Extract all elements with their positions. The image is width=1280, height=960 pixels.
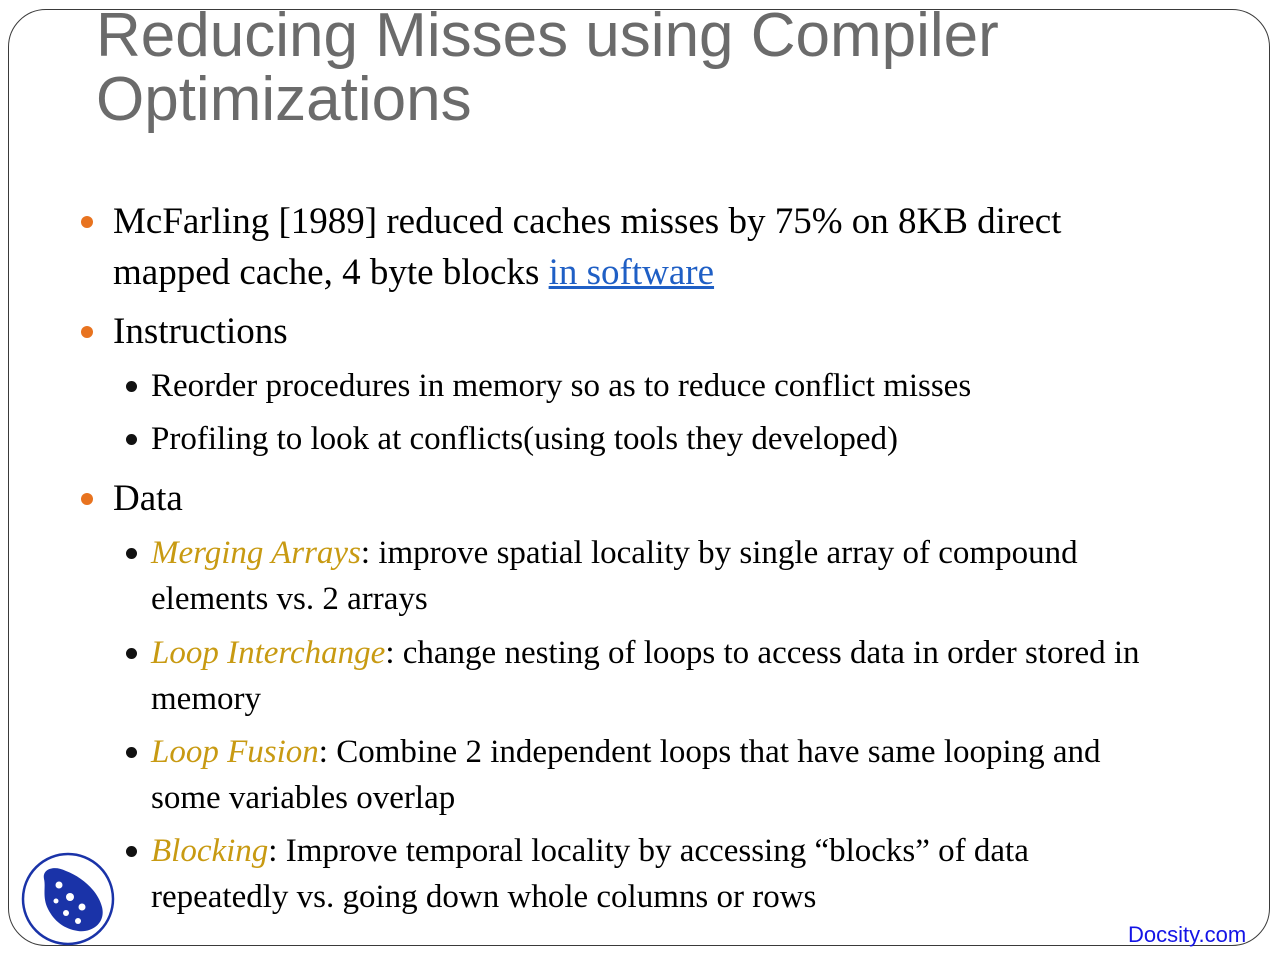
merging-arrays-term: Merging Arrays bbox=[151, 535, 361, 571]
black-dot-icon bbox=[126, 434, 137, 445]
docsity-logo-icon bbox=[20, 851, 116, 947]
loop-interchange-line2: memory bbox=[151, 681, 261, 717]
sub-bullet-reorder bbox=[151, 363, 1266, 409]
loop-fusion-line1 bbox=[151, 729, 1266, 775]
sub-bullet-profiling-text: Profiling to look at conflicts(using tools they developed) bbox=[151, 421, 898, 457]
bullet-mcfarling bbox=[113, 196, 1193, 298]
blocking-term: Blocking bbox=[151, 833, 269, 869]
orange-dot-icon bbox=[81, 216, 93, 228]
merging-arrays-line1 bbox=[151, 530, 1266, 576]
slide-title-line1: Reducing Misses using Compiler bbox=[96, 1, 999, 70]
black-dot-icon bbox=[126, 648, 137, 659]
blocking-line1 bbox=[151, 828, 1266, 874]
black-dot-icon bbox=[126, 381, 137, 392]
sub-bullet-blocking bbox=[151, 828, 1266, 920]
sub-bullet-reorder-text: Reorder procedures in memory so as to reduce conflict misses bbox=[151, 368, 972, 404]
loop-fusion-term: Loop Fusion bbox=[151, 734, 319, 770]
loop-interchange-line1 bbox=[151, 630, 1266, 676]
orange-dot-icon bbox=[81, 493, 93, 505]
blocking-desc: : Improve temporal locality by accessing “blocks” of data bbox=[268, 833, 1029, 869]
bullet-data bbox=[113, 473, 1193, 524]
black-dot-icon bbox=[126, 747, 137, 758]
sub-bullet-loop-interchange bbox=[151, 630, 1266, 722]
loop-fusion-desc: : Combine 2 independent loops that have same looping and bbox=[318, 734, 1101, 770]
bullet-mcfarling-text: mapped cache, 4 byte blocks bbox=[113, 252, 549, 293]
docsity-watermark[interactable]: Docsity.com bbox=[1128, 922, 1247, 947]
black-dot-icon bbox=[126, 846, 137, 857]
merging-arrays-line2: elements vs. 2 arrays bbox=[151, 581, 428, 617]
slide-title-line2: Optimizations bbox=[96, 65, 472, 134]
loop-interchange-term: Loop Interchange bbox=[151, 635, 386, 671]
bullet-mcfarling-line2 bbox=[113, 247, 1193, 298]
loop-interchange-desc: : change nesting of loops to access data in order stored in bbox=[385, 635, 1140, 671]
black-dot-icon bbox=[126, 548, 137, 559]
in-software-link[interactable]: in software bbox=[548, 252, 715, 293]
bullet-instructions-label: Instructions bbox=[113, 311, 288, 352]
loop-fusion-line2: some variables overlap bbox=[151, 780, 456, 816]
sub-bullet-merging-arrays bbox=[151, 530, 1266, 622]
bullet-mcfarling-line1: McFarling [1989] reduced caches misses by 75% on 8KB direct bbox=[113, 201, 1062, 242]
bullet-data-label: Data bbox=[113, 478, 183, 519]
sub-bullet-loop-fusion bbox=[151, 729, 1266, 821]
sub-bullet-profiling bbox=[151, 416, 1266, 462]
orange-dot-icon bbox=[81, 326, 93, 338]
bullet-instructions bbox=[113, 306, 1193, 357]
merging-arrays-desc: : improve spatial locality by single array of compound bbox=[360, 535, 1078, 571]
blocking-line2: repeatedly vs. going down whole columns or rows bbox=[151, 879, 817, 915]
